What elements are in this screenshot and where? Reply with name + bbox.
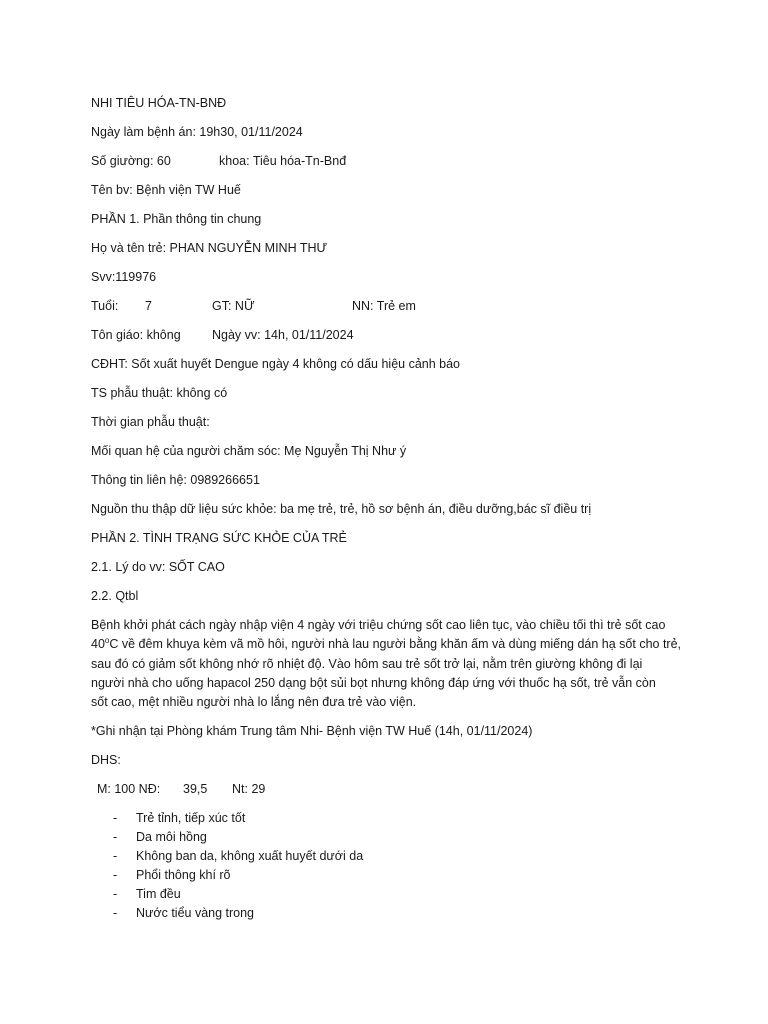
bed-number: Số giường: 60	[91, 154, 171, 168]
history-line-3: sau đó có giảm sốt không nhớ rõ nhiệt độ. Vào hôm sau trẻ sốt trở lại, nằm trên giường không đi lại	[91, 657, 643, 671]
occupation: NN: Trẻ em	[352, 299, 416, 313]
finding-text: Tim đều	[136, 887, 181, 901]
history-line-2-text: C về đêm khuya kèm vã mồ hôi, người nhà lau người bằng khăn ấm và dùng miếng dán hạ sốt cho trẻ,	[109, 637, 682, 651]
qtbl-heading: 2.2. Qtbl	[91, 589, 139, 603]
finding-text: Da môi hồng	[136, 830, 207, 844]
vital-respiration: Nt: 29	[232, 782, 266, 796]
part1-heading: PHẦN 1. Phần thông tin chung	[91, 212, 262, 226]
admission-reason: 2.1. Lý do vv: SỐT CAO	[91, 560, 225, 574]
history-line-4: người nhà cho uống hapacol 250 dạng bột sủi bọt nhưng không đáp ứng với thuốc hạ sốt, trẻ vẫn còn	[91, 676, 656, 690]
degree-mark: o	[104, 635, 110, 645]
patient-name: Họ và tên trẻ: PHAN NGUYỄN MINH THƯ	[91, 241, 328, 255]
bullet-dash: -	[113, 906, 118, 920]
bullet-dash: -	[113, 849, 118, 863]
diagnosis: CĐHT: Sốt xuất huyết Dengue ngày 4 không có dấu hiệu cảnh báo	[91, 357, 461, 371]
bullet-dash: -	[113, 811, 118, 825]
list-item	[0, 905, 768, 921]
finding-text: Không ban da, không xuất huyết dưới da	[136, 849, 364, 863]
department-name: khoa: Tiêu hóa-Tn-Bnđ	[219, 154, 347, 168]
list-item	[0, 829, 768, 845]
list-item	[0, 867, 768, 883]
bullet-dash: -	[113, 868, 118, 882]
clinic-note: *Ghi nhận tại Phòng khám Trung tâm Nhi- Bệnh viện TW Huế (14h, 01/11/2024)	[91, 724, 533, 738]
age-label: Tuổi:	[91, 299, 119, 313]
list-item	[0, 886, 768, 902]
religion: Tôn giáo: không	[91, 328, 181, 342]
age-value: 7	[145, 299, 152, 313]
bullet-dash: -	[113, 830, 118, 844]
vital-pulse: M: 100 NĐ:	[97, 782, 161, 796]
hospital-name: Tên bv: Bệnh viện TW Huế	[91, 183, 241, 197]
temperature-value: 40	[91, 637, 105, 651]
gender: GT: NỮ	[212, 299, 255, 313]
finding-text: Nước tiểu vàng trong	[136, 906, 255, 920]
department-title: NHI TIÊU HÓA-TN-BNĐ	[91, 96, 227, 110]
list-item	[0, 810, 768, 826]
bullet-dash: -	[113, 887, 118, 901]
surgery-history: TS phẫu thuật: không có	[91, 386, 228, 400]
surgery-time: Thời gian phẫu thuật:	[91, 415, 210, 429]
vital-temperature: 39,5	[183, 782, 208, 796]
dhs-label: DHS:	[91, 753, 121, 767]
svv-number: Svv:119976	[91, 270, 157, 284]
history-line-5: sốt cao, mệt nhiều người nhà lo lắng nên đưa trẻ vào viện.	[91, 695, 417, 709]
list-item	[0, 848, 768, 864]
history-line-1: Bệnh khởi phát cách ngày nhập viện 4 ngày với triệu chứng sốt cao liên tục, vào chiều tối thì trẻ sốt cao	[91, 618, 666, 632]
caregiver: Mối quan hệ của người chăm sóc: Mẹ Nguyễn Thị Như ý	[91, 444, 407, 458]
part2-heading: PHẦN 2. TÌNH TRẠNG SỨC KHỎE CỦA TRẺ	[91, 531, 347, 545]
contact-info: Thông tin liên hệ: 0989266651	[91, 473, 260, 487]
data-source: Nguồn thu thập dữ liệu sức khỏe: ba mẹ trẻ, trẻ, hồ sơ bệnh án, điều dưỡng,bác sĩ điều trị	[91, 502, 592, 516]
admission-date: Ngày vv: 14h, 01/11/2024	[212, 328, 354, 342]
finding-text: Trẻ tỉnh, tiếp xúc tốt	[136, 811, 246, 825]
record-date: Ngày làm bệnh án: 19h30, 01/11/2024	[91, 125, 303, 139]
history-line-2	[91, 636, 681, 652]
finding-text: Phổi thông khí rõ	[136, 868, 231, 882]
